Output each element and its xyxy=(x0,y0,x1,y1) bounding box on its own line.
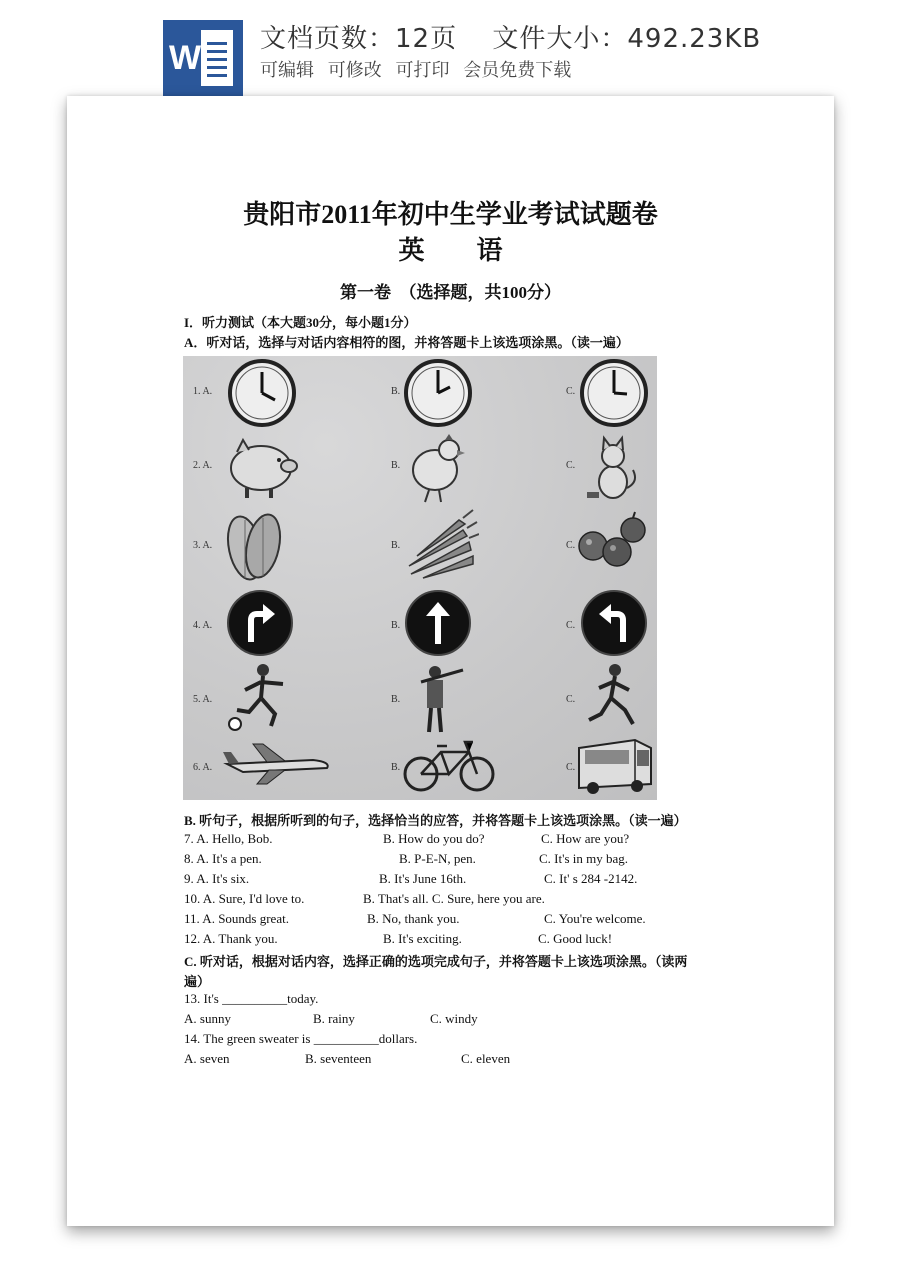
soccer-player-icon xyxy=(223,662,303,734)
row-label-5: 5. A. xyxy=(193,694,213,705)
question-13: 13. It's __________today. xyxy=(184,991,319,1006)
option-b-label: B. xyxy=(391,540,401,551)
question-7: 7. A. Hello, Bob. xyxy=(184,831,273,846)
chicken-icon xyxy=(405,430,469,504)
exam-subject: 英语 xyxy=(398,236,555,265)
part-b-instruction: B. 听句子，根据所听到的句子，选择恰当的应答，并将答题卡上该选项涂黑。（读一遍） xyxy=(184,813,687,828)
hockey-player-icon xyxy=(405,662,469,734)
option-b: B. P-E-N, pen. xyxy=(399,851,476,866)
option-c: C. windy xyxy=(430,1011,478,1026)
file-info xyxy=(260,18,787,55)
clock-icon xyxy=(579,358,649,428)
option-c: C. Good luck! xyxy=(538,931,613,946)
row-label-4: 4. A. xyxy=(193,620,213,631)
picture-options-figure xyxy=(183,356,657,800)
bus-icon xyxy=(575,736,655,796)
word-letter: W xyxy=(169,39,202,77)
row-label-1: 1. A. xyxy=(193,386,213,397)
question-12: 12. A. Thank you. xyxy=(184,931,278,946)
option-a: A. seven xyxy=(184,1051,230,1066)
clock-icon xyxy=(403,358,473,428)
carrots-icon xyxy=(403,508,479,580)
option-c-label: C. xyxy=(566,620,576,631)
word-icon xyxy=(163,20,243,96)
row-label-6: 6. A. xyxy=(193,762,213,773)
option-c-label: C. xyxy=(566,762,576,773)
option-c: C. It's in my bag. xyxy=(539,851,629,866)
option-b: B. That's all. C. Sure, here you are. xyxy=(363,891,545,906)
option-b: B. rainy xyxy=(313,1011,355,1026)
pig-icon xyxy=(223,432,303,502)
feature-member-download: 会员免费下载 xyxy=(463,60,572,81)
question-9: 9. A. It's six. xyxy=(184,871,250,886)
option-b: B. It's exciting. xyxy=(383,931,462,946)
apples-icon xyxy=(575,510,651,576)
option-b-label: B. xyxy=(391,386,401,397)
option-b-label: B. xyxy=(391,460,401,471)
option-b: B. How do you do? xyxy=(383,831,485,846)
feature-printable: 可打印 xyxy=(395,60,450,81)
option-c: C. eleven xyxy=(461,1051,511,1066)
cat-icon xyxy=(583,432,643,502)
file-size: 文件大小：492.23KB xyxy=(492,24,762,54)
bicycle-icon xyxy=(403,736,495,792)
option-c-label: C. xyxy=(566,540,576,551)
feature-modifiable: 可修改 xyxy=(327,60,382,81)
part-a-instruction: A．听对话，选择与对话内容相符的图，并将答题卡上该选项涂黑。（读一遍） xyxy=(184,335,629,350)
option-b-label: B. xyxy=(391,620,401,631)
exam-paper xyxy=(67,96,834,1226)
part-c-instruction-cont: 遍） xyxy=(184,974,211,989)
option-a: A. sunny xyxy=(184,1011,231,1026)
question-10: 10. A. Sure, I'd love to. xyxy=(184,891,305,906)
feature-list xyxy=(260,56,579,82)
option-b: B. It's June 16th. xyxy=(379,871,467,886)
question-11: 11. A. Sounds great. xyxy=(184,911,289,926)
part-c-instruction: C. 听对话，根据对话内容，选择正确的选项完成句子，并将答题卡上该选项涂黑。（读两 xyxy=(184,954,688,969)
runner-icon xyxy=(581,662,647,734)
clock-icon xyxy=(227,358,297,428)
option-c: C. How are you? xyxy=(541,831,630,846)
option-c-label: C. xyxy=(566,694,576,705)
question-14: 14. The green sweater is __________dollars. xyxy=(184,1031,418,1046)
row-label-2: 2. A. xyxy=(193,460,213,471)
exam-title: 贵阳市2011年初中生学业考试试题卷 xyxy=(243,200,658,229)
download-header xyxy=(0,0,900,100)
page-count: 文档页数：12页 xyxy=(260,24,458,54)
go-straight-sign-icon xyxy=(403,588,473,658)
turn-left-sign-icon xyxy=(579,588,649,658)
option-c: C. You're welcome. xyxy=(544,911,646,926)
option-c: C. It' s 284 -2142. xyxy=(544,871,638,886)
option-b-label: B. xyxy=(391,762,401,773)
feature-editable: 可编辑 xyxy=(260,60,314,81)
volume-heading: 第一卷 （选择题，共100分） xyxy=(340,283,561,302)
document-page xyxy=(67,96,834,1226)
option-b: B. seventeen xyxy=(305,1051,372,1066)
option-c-label: C. xyxy=(566,386,576,397)
plane-icon xyxy=(223,740,333,788)
option-c-label: C. xyxy=(566,460,576,471)
option-b-label: B. xyxy=(391,694,401,705)
section-listening: I．听力测试（本大题30分，每小题1分） xyxy=(184,315,417,330)
cabbage-icon xyxy=(223,508,287,584)
turn-right-sign-icon xyxy=(225,588,295,658)
document-lines-icon xyxy=(201,30,233,86)
question-8: 8. A. It's a pen. xyxy=(184,851,262,866)
option-b: B. No, thank you. xyxy=(367,911,460,926)
row-label-3: 3. A. xyxy=(193,540,213,551)
